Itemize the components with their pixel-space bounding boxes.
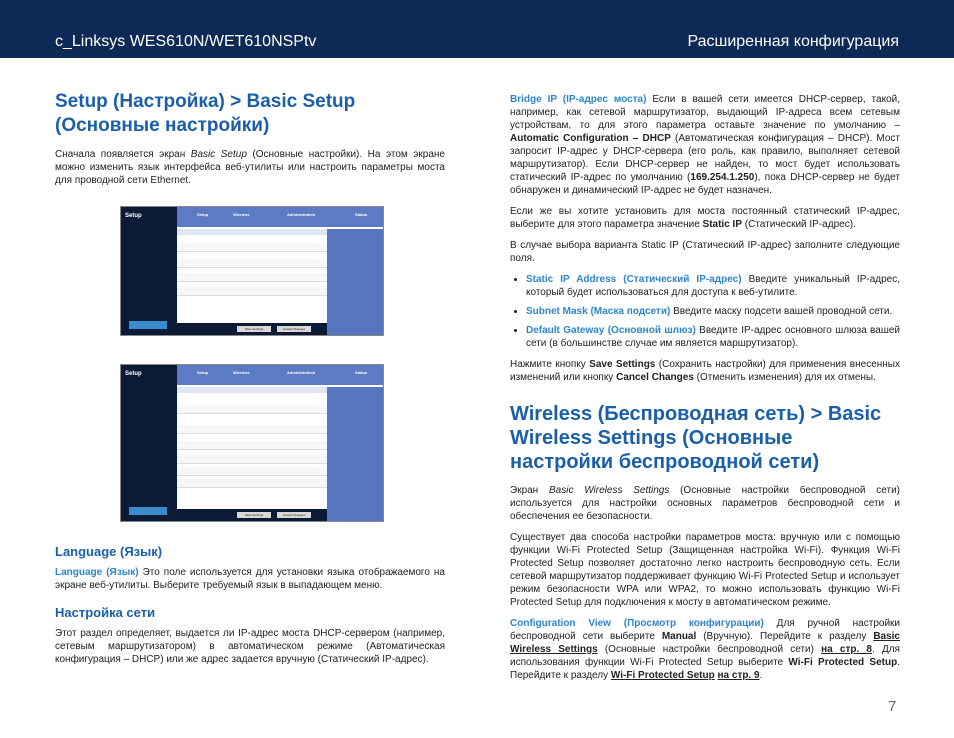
page-9-link[interactable]: на стр. 9 [717,670,760,681]
basic-setup-screenshot-2: Setup Setup Wireless Administration Status Save Settings Cancel Changes [120,364,384,522]
network-paragraph: Этот раздел определяет, выдается ли IP-адрес моста DHCP-сервером (например, сетевым маршрутизатором) в автоматическом режиме (Автоматическая конфигурация – DHCP) или же адрес задается вручную (Статический IP-адрес). [55,628,445,665]
network-heading: Настройка сети [55,605,156,620]
basic-setup-screenshot-1: Setup Setup Wireless Administration Status Save Settings Cancel Changes [120,206,384,336]
left-column [55,90,445,195]
list-item: • Subnet Mask (Маска подсети) Введите маску подсети вашей проводной сети. [526,305,900,318]
list-item: • Default Gateway (Основной шлюз) Введите IP-адрес основного шлюза вашей сети (в большинстве случае им является маршрутизатор). [526,324,900,350]
language-heading: Language (Язык) [55,544,163,559]
wps-paragraph: Существует два способа настройки параметров моста: вручную или с помощью функции Wi-Fi Protected Setup (Защищенная настройка Wi-Fi). Функция Wi-Fi Protected Setup позволяет достаточно легко настроить беспроводную сеть. Если сетевой маршрутизатор поддерживает функцию Wi-Fi Protected Setup и использует режим безопасности WPA или WPA2, то можно использовать функцию Wi-Fi Protected Setup для подключения к мосту в автоматическом режиме. [510,532,900,608]
wireless-section-title: Wireless (Беспроводная сеть) > Basic Wireless Settings (Основные настройки беспроводной сети) [510,403,882,473]
page-header [0,0,954,58]
header-product: c_Linksys WES610N/WET610NSPtv [55,33,317,50]
list-item: • Static IP Address (Статический IP-адрес) Введите уникальный IP-адрес, который будет использоваться для доступа к веб-утилите. [526,273,900,299]
save-paragraph: Нажмите кнопку Save Settings (Сохранить настройки) для применения внесенных изменений или кнопку Cancel Changes (Отменить изменения) для их отмены. [510,359,900,383]
basic-wireless-link[interactable]: Basic Wireless Settings [510,631,900,655]
static-fields-list [510,273,900,350]
header-section: Расширенная конфигурация [687,33,899,50]
right-column [510,93,900,690]
page-number: 7 [888,698,897,715]
config-view-paragraph: Configuration View (Просмотр конфигурации) Для ручной настройки беспроводной сети выберите Manual (Вручную). Перейдите к разделу Basic Wireless Settings (Основные настройки беспроводной сети) на стр. 8. Для использования функции Wi-Fi Protected Setup выберите Wi-Fi Protected Setup. Перейдите к разделу Wi-Fi Protected Setup на стр. 9. [510,618,900,681]
page-8-link[interactable]: на стр. 8 [821,644,872,655]
wps-link[interactable]: Wi-Fi Protected Setup [610,670,715,681]
static-case-paragraph: В случае выбора варианта Static IP (Статический IP-адрес) заполните следующие поля. [510,240,900,264]
static-ip-paragraph: Если же вы хотите установить для моста постоянный статический IP-адрес, выберите для этого параметра значение Static IP (Статический IP-адрес). [510,206,900,230]
wireless-intro-paragraph: Экран Basic Wireless Settings (Основные настройки беспроводной сети) используется для настройки основных параметров беспроводной сети и обеспечения ее безопасности. [510,485,900,522]
section-title: Setup (Настройка) > Basic Setup (Основные настройки) [55,91,356,136]
intro-paragraph: Сначала появляется экран Basic Setup (Основные настройки). На этом экране можно изменить язык интерфейса веб-утилиты или настроить параметры моста для проводной сети Ethernet. [55,149,445,186]
bridge-ip-paragraph: Bridge IP (IP-адрес моста) Если в вашей сети имеется DHCP-сервер, такой, например, как сетевой маршрутизатор, выдающий IP-адреса всем сетевым устройствам, то для этого параметра оставьте значение по умолчанию – Automatic Configuration – DHCP (Автоматическая конфигурация – DHCP). Мост запросит IP-адрес у DHCP-сервера (его роль, как правило, выполняет сетевой маршрутизатор). Если DHCP-сервер не найден, то мост будет использовать статический IP-адрес по умолчанию (169.254.1.250), пока DHCP-сервер не будет обнаружен и динамический IP-адрес не будет назначен. [510,94,900,196]
left-column-lower [55,545,445,674]
language-paragraph: Language (Язык) Это поле используется для установки языка отображаемого на экране веб-утилиты. Выберите требуемый язык в выпадающем меню. [55,567,445,591]
